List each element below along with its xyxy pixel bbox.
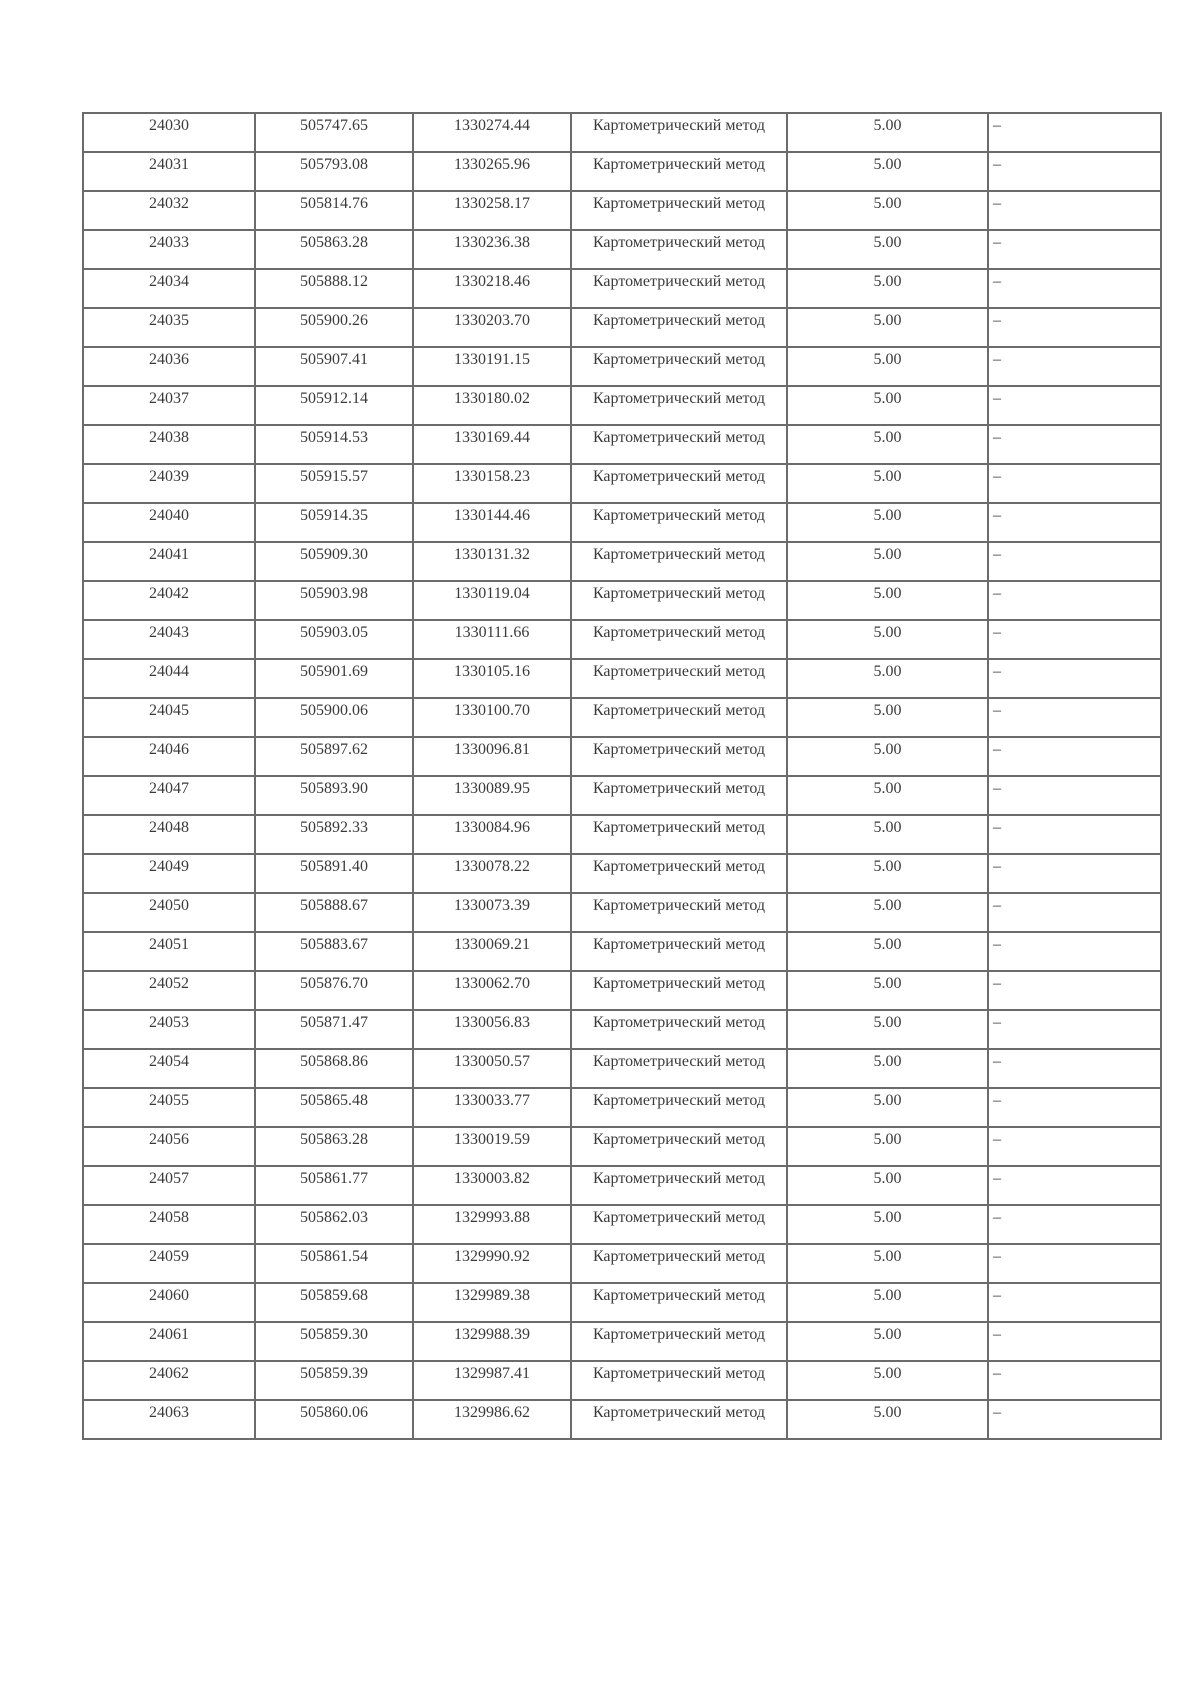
point-number-cell: 24034 bbox=[83, 269, 255, 308]
accuracy-cell: 5.00 bbox=[787, 113, 988, 152]
point-number-cell: 24061 bbox=[83, 1322, 255, 1361]
x-coordinate-cell: 505915.57 bbox=[255, 464, 413, 503]
x-coordinate-cell: 505912.14 bbox=[255, 386, 413, 425]
x-coordinate-cell: 505862.03 bbox=[255, 1205, 413, 1244]
y-coordinate-cell: 1330089.95 bbox=[413, 776, 571, 815]
table-row bbox=[83, 1400, 1161, 1439]
note-cell: – bbox=[988, 854, 1161, 893]
accuracy-cell: 5.00 bbox=[787, 464, 988, 503]
y-coordinate-cell: 1330096.81 bbox=[413, 737, 571, 776]
y-coordinate-cell: 1330019.59 bbox=[413, 1127, 571, 1166]
method-cell: Картометрический метод bbox=[571, 386, 787, 425]
method-cell: Картометрический метод bbox=[571, 1010, 787, 1049]
note-cell: – bbox=[988, 1361, 1161, 1400]
note-cell: – bbox=[988, 893, 1161, 932]
x-coordinate-cell: 505903.05 bbox=[255, 620, 413, 659]
point-number-cell: 24051 bbox=[83, 932, 255, 971]
point-number-cell: 24030 bbox=[83, 113, 255, 152]
point-number-cell: 24047 bbox=[83, 776, 255, 815]
point-number-cell: 24036 bbox=[83, 347, 255, 386]
note-cell: – bbox=[988, 113, 1161, 152]
y-coordinate-cell: 1329987.41 bbox=[413, 1361, 571, 1400]
point-number-cell: 24058 bbox=[83, 1205, 255, 1244]
point-number-cell: 24038 bbox=[83, 425, 255, 464]
note-cell: – bbox=[988, 698, 1161, 737]
x-coordinate-cell: 505863.28 bbox=[255, 230, 413, 269]
x-coordinate-cell: 505747.65 bbox=[255, 113, 413, 152]
table-row bbox=[83, 698, 1161, 737]
method-cell: Картометрический метод bbox=[571, 503, 787, 542]
x-coordinate-cell: 505859.39 bbox=[255, 1361, 413, 1400]
point-number-cell: 24041 bbox=[83, 542, 255, 581]
y-coordinate-cell: 1330169.44 bbox=[413, 425, 571, 464]
note-cell: – bbox=[988, 347, 1161, 386]
accuracy-cell: 5.00 bbox=[787, 269, 988, 308]
y-coordinate-cell: 1330180.02 bbox=[413, 386, 571, 425]
table-row bbox=[83, 1010, 1161, 1049]
y-coordinate-cell: 1330265.96 bbox=[413, 152, 571, 191]
x-coordinate-cell: 505861.77 bbox=[255, 1166, 413, 1205]
note-cell: – bbox=[988, 932, 1161, 971]
table-row bbox=[83, 1283, 1161, 1322]
method-cell: Картометрический метод bbox=[571, 152, 787, 191]
accuracy-cell: 5.00 bbox=[787, 308, 988, 347]
point-number-cell: 24048 bbox=[83, 815, 255, 854]
point-number-cell: 24045 bbox=[83, 698, 255, 737]
point-number-cell: 24059 bbox=[83, 1244, 255, 1283]
method-cell: Картометрический метод bbox=[571, 1127, 787, 1166]
y-coordinate-cell: 1330062.70 bbox=[413, 971, 571, 1010]
note-cell: – bbox=[988, 425, 1161, 464]
note-cell: – bbox=[988, 542, 1161, 581]
y-coordinate-cell: 1330056.83 bbox=[413, 1010, 571, 1049]
method-cell: Картометрический метод bbox=[571, 308, 787, 347]
accuracy-cell: 5.00 bbox=[787, 815, 988, 854]
method-cell: Картометрический метод bbox=[571, 425, 787, 464]
table-row bbox=[83, 113, 1161, 152]
accuracy-cell: 5.00 bbox=[787, 581, 988, 620]
point-number-cell: 24033 bbox=[83, 230, 255, 269]
note-cell: – bbox=[988, 230, 1161, 269]
table-row bbox=[83, 308, 1161, 347]
y-coordinate-cell: 1330003.82 bbox=[413, 1166, 571, 1205]
accuracy-cell: 5.00 bbox=[787, 1400, 988, 1439]
note-cell: – bbox=[988, 464, 1161, 503]
table-row bbox=[83, 425, 1161, 464]
method-cell: Картометрический метод bbox=[571, 1244, 787, 1283]
note-cell: – bbox=[988, 1088, 1161, 1127]
accuracy-cell: 5.00 bbox=[787, 1361, 988, 1400]
table-row bbox=[83, 620, 1161, 659]
point-number-cell: 24062 bbox=[83, 1361, 255, 1400]
x-coordinate-cell: 505893.90 bbox=[255, 776, 413, 815]
x-coordinate-cell: 505859.30 bbox=[255, 1322, 413, 1361]
accuracy-cell: 5.00 bbox=[787, 191, 988, 230]
x-coordinate-cell: 505814.76 bbox=[255, 191, 413, 230]
point-number-cell: 24043 bbox=[83, 620, 255, 659]
accuracy-cell: 5.00 bbox=[787, 1244, 988, 1283]
note-cell: – bbox=[988, 269, 1161, 308]
accuracy-cell: 5.00 bbox=[787, 1049, 988, 1088]
point-number-cell: 24032 bbox=[83, 191, 255, 230]
table-row bbox=[83, 893, 1161, 932]
x-coordinate-cell: 505860.06 bbox=[255, 1400, 413, 1439]
y-coordinate-cell: 1330050.57 bbox=[413, 1049, 571, 1088]
method-cell: Картометрический метод bbox=[571, 347, 787, 386]
y-coordinate-cell: 1330119.04 bbox=[413, 581, 571, 620]
x-coordinate-cell: 505793.08 bbox=[255, 152, 413, 191]
note-cell: – bbox=[988, 191, 1161, 230]
table-row bbox=[83, 1088, 1161, 1127]
accuracy-cell: 5.00 bbox=[787, 893, 988, 932]
point-number-cell: 24052 bbox=[83, 971, 255, 1010]
table-row bbox=[83, 737, 1161, 776]
table-row bbox=[83, 1322, 1161, 1361]
accuracy-cell: 5.00 bbox=[787, 230, 988, 269]
method-cell: Картометрический метод bbox=[571, 659, 787, 698]
accuracy-cell: 5.00 bbox=[787, 854, 988, 893]
x-coordinate-cell: 505859.68 bbox=[255, 1283, 413, 1322]
table-row bbox=[83, 464, 1161, 503]
method-cell: Картометрический метод bbox=[571, 191, 787, 230]
note-cell: – bbox=[988, 1010, 1161, 1049]
y-coordinate-cell: 1330158.23 bbox=[413, 464, 571, 503]
method-cell: Картометрический метод bbox=[571, 698, 787, 737]
x-coordinate-cell: 505888.67 bbox=[255, 893, 413, 932]
table-row bbox=[83, 1244, 1161, 1283]
table-row bbox=[83, 386, 1161, 425]
method-cell: Картометрический метод bbox=[571, 893, 787, 932]
point-number-cell: 24049 bbox=[83, 854, 255, 893]
table-row bbox=[83, 1127, 1161, 1166]
x-coordinate-cell: 505891.40 bbox=[255, 854, 413, 893]
table-row bbox=[83, 269, 1161, 308]
x-coordinate-cell: 505903.98 bbox=[255, 581, 413, 620]
table-row bbox=[83, 932, 1161, 971]
table-row bbox=[83, 581, 1161, 620]
note-cell: – bbox=[988, 776, 1161, 815]
coordinates-table bbox=[82, 112, 1162, 1440]
accuracy-cell: 5.00 bbox=[787, 1010, 988, 1049]
table-row bbox=[83, 776, 1161, 815]
accuracy-cell: 5.00 bbox=[787, 503, 988, 542]
point-number-cell: 24037 bbox=[83, 386, 255, 425]
method-cell: Картометрический метод bbox=[571, 815, 787, 854]
x-coordinate-cell: 505892.33 bbox=[255, 815, 413, 854]
method-cell: Картометрический метод bbox=[571, 1166, 787, 1205]
x-coordinate-cell: 505914.53 bbox=[255, 425, 413, 464]
y-coordinate-cell: 1330258.17 bbox=[413, 191, 571, 230]
accuracy-cell: 5.00 bbox=[787, 347, 988, 386]
x-coordinate-cell: 505897.62 bbox=[255, 737, 413, 776]
method-cell: Картометрический метод bbox=[571, 1088, 787, 1127]
note-cell: – bbox=[988, 620, 1161, 659]
x-coordinate-cell: 505883.67 bbox=[255, 932, 413, 971]
point-number-cell: 24050 bbox=[83, 893, 255, 932]
x-coordinate-cell: 505876.70 bbox=[255, 971, 413, 1010]
table-row bbox=[83, 152, 1161, 191]
table-row bbox=[83, 1205, 1161, 1244]
y-coordinate-cell: 1330084.96 bbox=[413, 815, 571, 854]
note-cell: – bbox=[988, 1322, 1161, 1361]
y-coordinate-cell: 1330274.44 bbox=[413, 113, 571, 152]
y-coordinate-cell: 1330131.32 bbox=[413, 542, 571, 581]
accuracy-cell: 5.00 bbox=[787, 425, 988, 464]
x-coordinate-cell: 505871.47 bbox=[255, 1010, 413, 1049]
note-cell: – bbox=[988, 659, 1161, 698]
method-cell: Картометрический метод bbox=[571, 776, 787, 815]
y-coordinate-cell: 1330144.46 bbox=[413, 503, 571, 542]
x-coordinate-cell: 505909.30 bbox=[255, 542, 413, 581]
method-cell: Картометрический метод bbox=[571, 1283, 787, 1322]
point-number-cell: 24040 bbox=[83, 503, 255, 542]
note-cell: – bbox=[988, 386, 1161, 425]
accuracy-cell: 5.00 bbox=[787, 1322, 988, 1361]
table-body bbox=[83, 113, 1161, 1439]
table-row bbox=[83, 815, 1161, 854]
method-cell: Картометрический метод bbox=[571, 581, 787, 620]
table-row bbox=[83, 1166, 1161, 1205]
x-coordinate-cell: 505861.54 bbox=[255, 1244, 413, 1283]
y-coordinate-cell: 1330073.39 bbox=[413, 893, 571, 932]
method-cell: Картометрический метод bbox=[571, 542, 787, 581]
note-cell: – bbox=[988, 1205, 1161, 1244]
x-coordinate-cell: 505868.86 bbox=[255, 1049, 413, 1088]
method-cell: Картометрический метод bbox=[571, 1322, 787, 1361]
table-row bbox=[83, 503, 1161, 542]
table-row bbox=[83, 659, 1161, 698]
accuracy-cell: 5.00 bbox=[787, 932, 988, 971]
method-cell: Картометрический метод bbox=[571, 464, 787, 503]
table-row bbox=[83, 1361, 1161, 1400]
method-cell: Картометрический метод bbox=[571, 737, 787, 776]
table-row bbox=[83, 347, 1161, 386]
x-coordinate-cell: 505901.69 bbox=[255, 659, 413, 698]
accuracy-cell: 5.00 bbox=[787, 1088, 988, 1127]
y-coordinate-cell: 1329993.88 bbox=[413, 1205, 571, 1244]
method-cell: Картометрический метод bbox=[571, 854, 787, 893]
y-coordinate-cell: 1329989.38 bbox=[413, 1283, 571, 1322]
point-number-cell: 24044 bbox=[83, 659, 255, 698]
point-number-cell: 24042 bbox=[83, 581, 255, 620]
point-number-cell: 24054 bbox=[83, 1049, 255, 1088]
accuracy-cell: 5.00 bbox=[787, 659, 988, 698]
y-coordinate-cell: 1330033.77 bbox=[413, 1088, 571, 1127]
note-cell: – bbox=[988, 1049, 1161, 1088]
note-cell: – bbox=[988, 308, 1161, 347]
method-cell: Картометрический метод bbox=[571, 1205, 787, 1244]
accuracy-cell: 5.00 bbox=[787, 386, 988, 425]
note-cell: – bbox=[988, 1400, 1161, 1439]
method-cell: Картометрический метод bbox=[571, 230, 787, 269]
accuracy-cell: 5.00 bbox=[787, 1205, 988, 1244]
table-row bbox=[83, 1049, 1161, 1088]
accuracy-cell: 5.00 bbox=[787, 1166, 988, 1205]
accuracy-cell: 5.00 bbox=[787, 1283, 988, 1322]
point-number-cell: 24053 bbox=[83, 1010, 255, 1049]
accuracy-cell: 5.00 bbox=[787, 776, 988, 815]
accuracy-cell: 5.00 bbox=[787, 971, 988, 1010]
point-number-cell: 24057 bbox=[83, 1166, 255, 1205]
accuracy-cell: 5.00 bbox=[787, 152, 988, 191]
point-number-cell: 24039 bbox=[83, 464, 255, 503]
note-cell: – bbox=[988, 737, 1161, 776]
x-coordinate-cell: 505865.48 bbox=[255, 1088, 413, 1127]
y-coordinate-cell: 1330236.38 bbox=[413, 230, 571, 269]
y-coordinate-cell: 1329988.39 bbox=[413, 1322, 571, 1361]
note-cell: – bbox=[988, 971, 1161, 1010]
accuracy-cell: 5.00 bbox=[787, 620, 988, 659]
point-number-cell: 24055 bbox=[83, 1088, 255, 1127]
note-cell: – bbox=[988, 1166, 1161, 1205]
table-row bbox=[83, 542, 1161, 581]
table-row bbox=[83, 971, 1161, 1010]
y-coordinate-cell: 1330191.15 bbox=[413, 347, 571, 386]
y-coordinate-cell: 1330203.70 bbox=[413, 308, 571, 347]
note-cell: – bbox=[988, 152, 1161, 191]
table-row bbox=[83, 854, 1161, 893]
note-cell: – bbox=[988, 1127, 1161, 1166]
y-coordinate-cell: 1330069.21 bbox=[413, 932, 571, 971]
x-coordinate-cell: 505914.35 bbox=[255, 503, 413, 542]
method-cell: Картометрический метод bbox=[571, 1400, 787, 1439]
accuracy-cell: 5.00 bbox=[787, 698, 988, 737]
table-row bbox=[83, 230, 1161, 269]
x-coordinate-cell: 505907.41 bbox=[255, 347, 413, 386]
table-row bbox=[83, 191, 1161, 230]
method-cell: Картометрический метод bbox=[571, 971, 787, 1010]
method-cell: Картометрический метод bbox=[571, 269, 787, 308]
accuracy-cell: 5.00 bbox=[787, 542, 988, 581]
y-coordinate-cell: 1330218.46 bbox=[413, 269, 571, 308]
point-number-cell: 24046 bbox=[83, 737, 255, 776]
method-cell: Картометрический метод bbox=[571, 932, 787, 971]
y-coordinate-cell: 1329990.92 bbox=[413, 1244, 571, 1283]
accuracy-cell: 5.00 bbox=[787, 1127, 988, 1166]
method-cell: Картометрический метод bbox=[571, 113, 787, 152]
x-coordinate-cell: 505888.12 bbox=[255, 269, 413, 308]
method-cell: Картометрический метод bbox=[571, 1361, 787, 1400]
accuracy-cell: 5.00 bbox=[787, 737, 988, 776]
y-coordinate-cell: 1330105.16 bbox=[413, 659, 571, 698]
note-cell: – bbox=[988, 1283, 1161, 1322]
point-number-cell: 24056 bbox=[83, 1127, 255, 1166]
point-number-cell: 24035 bbox=[83, 308, 255, 347]
y-coordinate-cell: 1330078.22 bbox=[413, 854, 571, 893]
y-coordinate-cell: 1330111.66 bbox=[413, 620, 571, 659]
y-coordinate-cell: 1330100.70 bbox=[413, 698, 571, 737]
point-number-cell: 24060 bbox=[83, 1283, 255, 1322]
y-coordinate-cell: 1329986.62 bbox=[413, 1400, 571, 1439]
note-cell: – bbox=[988, 503, 1161, 542]
point-number-cell: 24031 bbox=[83, 152, 255, 191]
x-coordinate-cell: 505863.28 bbox=[255, 1127, 413, 1166]
x-coordinate-cell: 505900.26 bbox=[255, 308, 413, 347]
note-cell: – bbox=[988, 581, 1161, 620]
point-number-cell: 24063 bbox=[83, 1400, 255, 1439]
note-cell: – bbox=[988, 1244, 1161, 1283]
method-cell: Картометрический метод bbox=[571, 620, 787, 659]
x-coordinate-cell: 505900.06 bbox=[255, 698, 413, 737]
note-cell: – bbox=[988, 815, 1161, 854]
method-cell: Картометрический метод bbox=[571, 1049, 787, 1088]
